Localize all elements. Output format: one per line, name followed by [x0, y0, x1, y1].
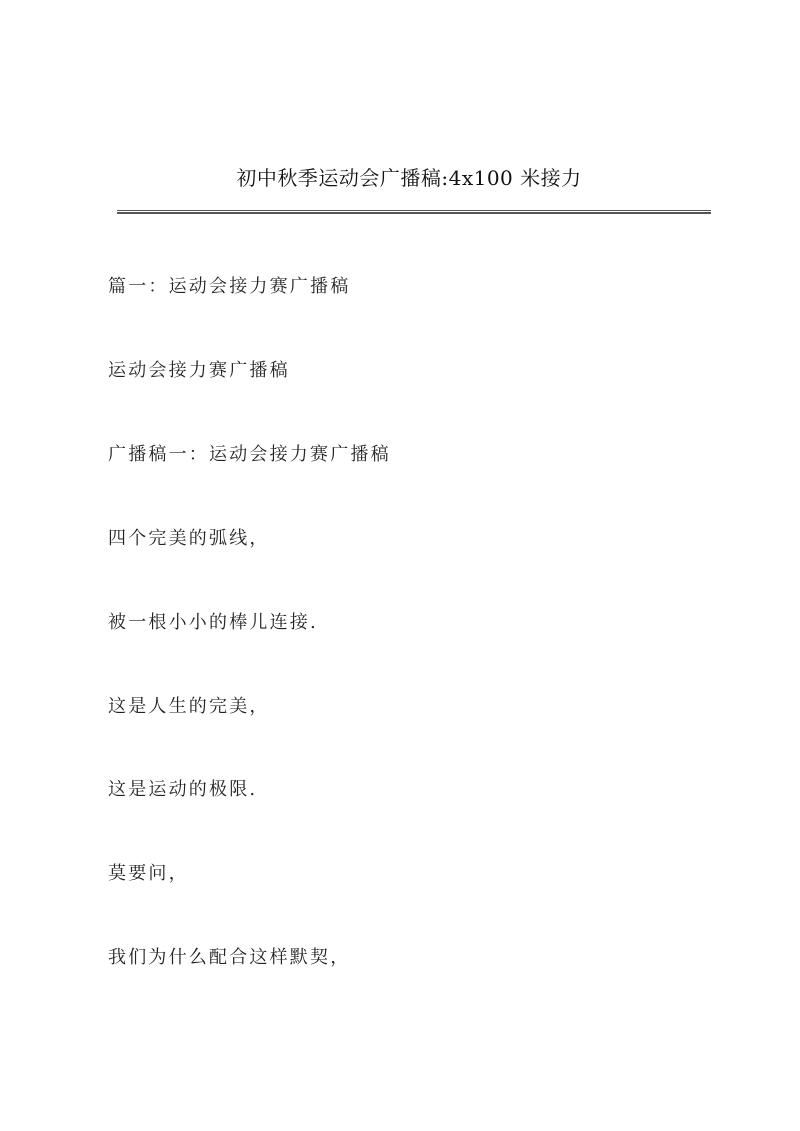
body-line: 四个完美的弧线， [108, 528, 270, 549]
body-line: 运动会接力赛广播稿 [108, 360, 290, 381]
body-line: 广播稿一：运动会接力赛广播稿 [108, 444, 391, 465]
body-line: 这是运动的极限. [108, 779, 258, 800]
title-divider [117, 210, 711, 214]
body-line: 这是人生的完美， [108, 696, 270, 717]
body-line: 莫要问， [108, 863, 189, 884]
document-title: 初中秋季运动会广播稿:4x100 米接力 [236, 166, 582, 190]
body-line: 被一根小小的棒儿连接. [108, 612, 318, 633]
body-line: 我们为什么配合这样默契， [108, 947, 351, 968]
body-line-heading: 篇一：运动会接力赛广播稿 [108, 276, 351, 297]
